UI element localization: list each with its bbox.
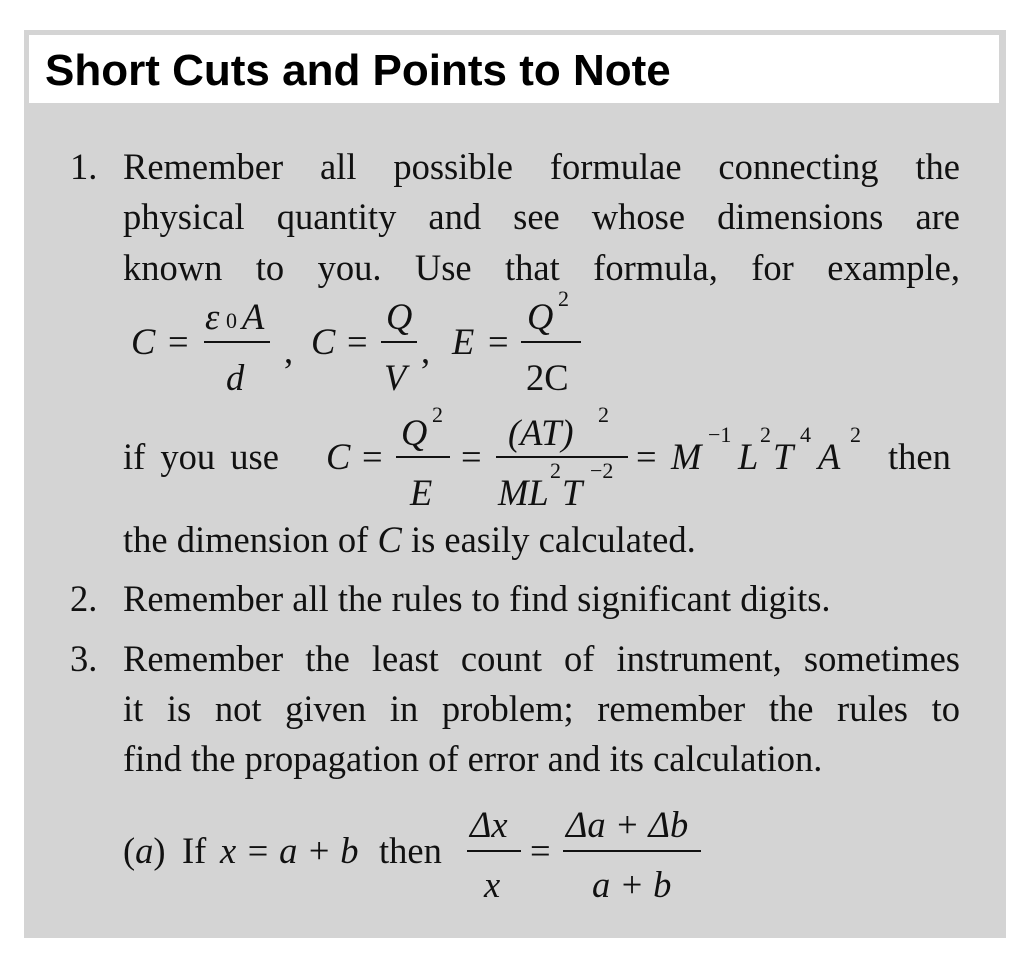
formula-eps: ε xyxy=(205,296,220,337)
formula-exp-2: 2 xyxy=(760,422,771,447)
formula-c: C xyxy=(326,436,351,477)
formula-eq: = xyxy=(636,436,657,477)
formula-comma: , xyxy=(284,330,294,371)
formula-eq: = xyxy=(530,830,551,871)
formula-exp-4: 4 xyxy=(800,422,811,447)
formula-exp-2: 2 xyxy=(432,402,443,427)
item-3-number: 3. xyxy=(70,638,98,679)
formula-eps-sub: 0 xyxy=(226,308,237,333)
formula-2c: 2C xyxy=(526,357,569,398)
formula-eq: = xyxy=(168,321,189,362)
formula-ml: ML xyxy=(498,472,549,513)
sub-item-eq: x = a + b xyxy=(220,830,359,871)
fraction-bar xyxy=(563,850,701,852)
formula-exp-neg2: −2 xyxy=(590,458,614,483)
item-2-number: 2. xyxy=(70,578,98,619)
if-you-use: if you use xyxy=(123,436,279,477)
formula-exp-neg1: −1 xyxy=(708,422,732,447)
fraction-bar xyxy=(396,456,450,458)
item-3-line-3: find the propagation of error and its calculation. xyxy=(123,738,823,779)
formula-a: A xyxy=(818,436,841,477)
page-title: Short Cuts and Points to Note xyxy=(45,46,671,95)
item-1-line-3: known to you. Use that formula, for example, xyxy=(123,247,960,288)
item-1-conclusion: the dimension of C is easily calculated. xyxy=(123,519,696,560)
formula-eq: = xyxy=(347,321,368,362)
item-2-text: Remember all the rules to find significant digits. xyxy=(123,578,831,619)
formula-q: Q xyxy=(527,296,554,337)
formula-t: T xyxy=(773,436,794,477)
formula-eq: = xyxy=(488,321,509,362)
fraction-bar xyxy=(204,341,270,343)
formula-exp-2: 2 xyxy=(598,402,609,427)
fraction-bar xyxy=(521,341,581,343)
then: then xyxy=(888,436,951,477)
item-3-line-1: Remember the least count of instrument, sometimes xyxy=(123,638,960,679)
fraction-bar xyxy=(467,850,521,852)
formula-l: L xyxy=(738,436,759,477)
formula-c: C xyxy=(311,321,336,362)
formula-at: (AT) xyxy=(508,412,574,453)
formula-c: C xyxy=(131,321,156,362)
formula-q: Q xyxy=(386,296,413,337)
formula-eq: = xyxy=(461,436,482,477)
formula-t: T xyxy=(562,472,583,513)
formula-e: E xyxy=(410,472,433,513)
formula-x: x xyxy=(484,864,501,905)
item-1-number: 1. xyxy=(70,146,98,187)
formula-exp-2: 2 xyxy=(550,458,561,483)
formula-eq: = xyxy=(362,436,383,477)
formula-e: E xyxy=(452,321,475,362)
formula-q: Q xyxy=(401,412,428,453)
item-1-line-1: Remember all possible formulae connecting the xyxy=(123,146,960,187)
formula-exp-2: 2 xyxy=(558,286,569,311)
formula-v: V xyxy=(384,357,407,398)
formula-m: M xyxy=(671,436,702,477)
sub-item-then: then xyxy=(379,830,442,871)
formula-da-db: Δa + Δb xyxy=(566,804,689,845)
sub-item-if: If xyxy=(182,830,207,871)
formula-d: d xyxy=(226,357,245,398)
formula-dx: Δx xyxy=(470,804,508,845)
formula-exp-2: 2 xyxy=(850,422,861,447)
item-1-line-2: physical quantity and see whose dimensions are xyxy=(123,196,960,237)
formula-a: A xyxy=(242,296,265,337)
item-3-line-2: it is not given in problem; remember the rules to xyxy=(123,688,960,729)
fraction-bar xyxy=(381,341,417,343)
formula-comma: , xyxy=(421,330,431,371)
formula-a-b: a + b xyxy=(592,864,672,905)
sub-item-label: (a) xyxy=(123,830,166,871)
